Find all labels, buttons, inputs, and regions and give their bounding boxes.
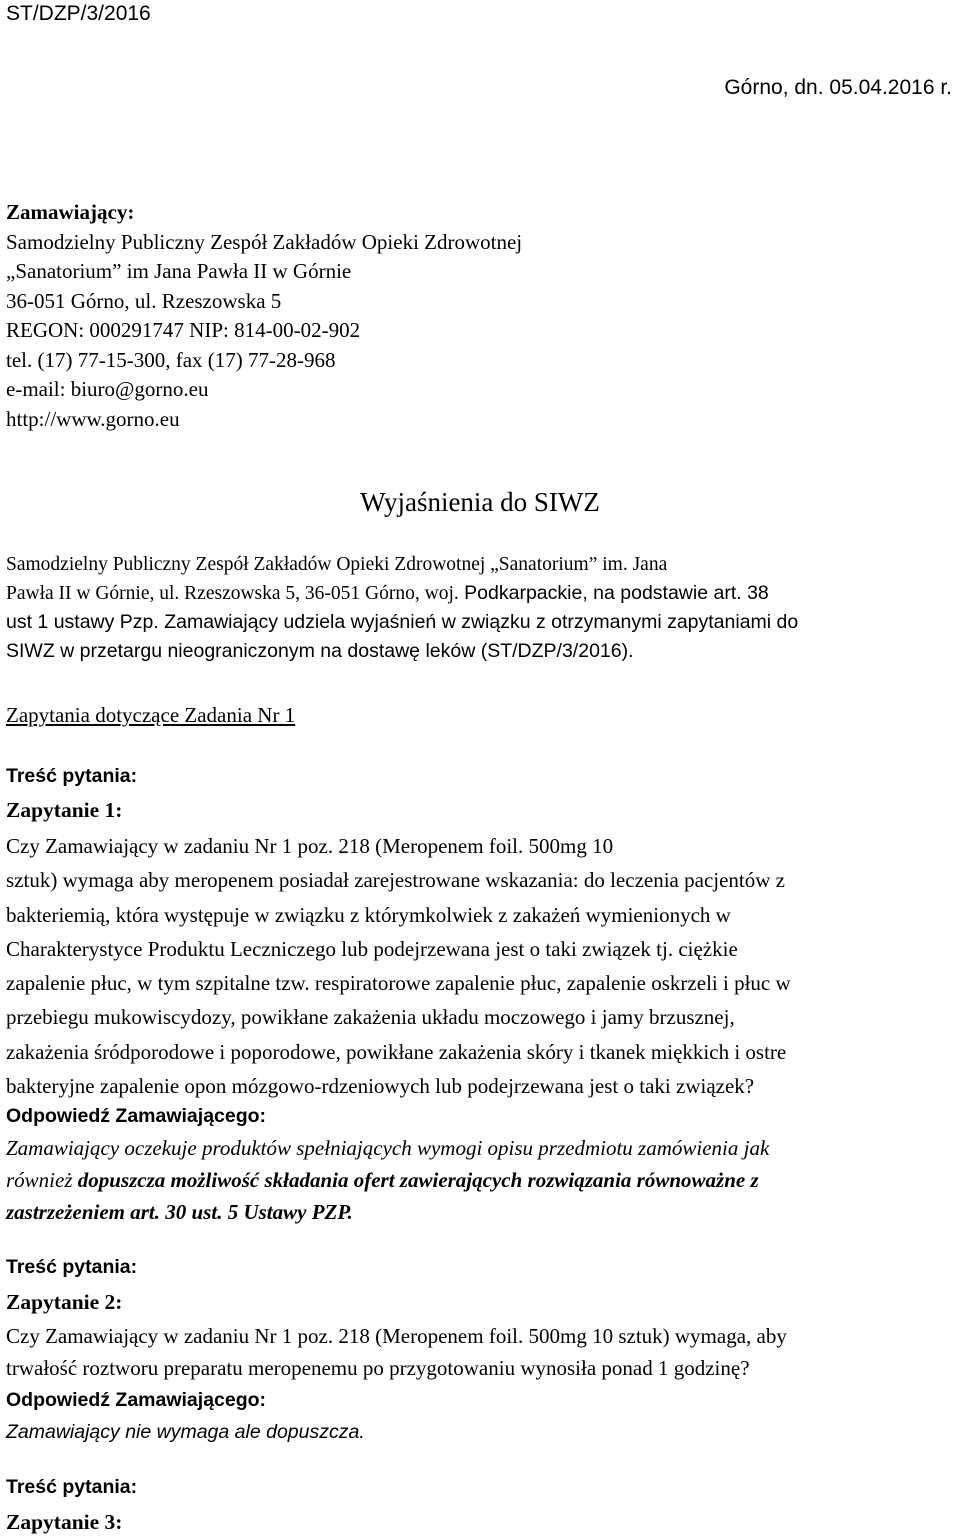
question-3-title: Zapytanie 3:: [6, 1510, 123, 1534]
question-content-label: Treść pytania:: [6, 1256, 138, 1278]
address-line: 36-051 Górno, ul. Rzeszowska 5: [6, 288, 282, 313]
question-line: Czy Zamawiający w zadaniu Nr 1 poz. 218 (Meropenem foil. 500mg 10: [6, 834, 614, 858]
intro-line-sans: Podkarpackie, na podstawie art. 38: [458, 582, 769, 604]
answer-line: [6, 1164, 956, 1196]
question-content-label: Treść pytania:: [6, 1476, 138, 1498]
question-line: Charakterystyce Produktu Leczniczego lub podejrzewana jest o taki związek tj. ciężkie: [6, 936, 738, 961]
question-block-3: [6, 1470, 956, 1540]
question-line: sztuk) wymaga aby meropenem posiadał zarejestrowane wskazania: do leczenia pacjentów z: [6, 868, 785, 893]
place-date: Górno, dn. 05.04.2016 r.: [724, 76, 952, 99]
answer-plain: również: [6, 1168, 78, 1192]
intro-line: ust 1 ustawy Pzp. Zamawiający udziela wyjaśnień w związku z otrzymanymi zapytaniami do: [6, 611, 799, 633]
website-line: http://www.gorno.eu: [6, 406, 180, 431]
answer-bold: dopuszcza możliwość składania ofert zawierających rozwiązania równoważne z: [77, 1168, 759, 1192]
question-line: trwałość roztworu preparatu meropenemu po przygotowaniu wynosiła ponad 1 godzinę?: [6, 1356, 750, 1380]
intro-paragraph: [6, 550, 956, 666]
answer-label: Odpowiedź Zamawiającego:: [6, 1105, 267, 1127]
address-line: REGON: 000291747 NIP: 814-00-02-902: [6, 318, 361, 342]
email-line: e-mail: biuro@gorno.eu: [6, 377, 209, 401]
address-line: tel. (17) 77-15-300, fax (17) 77-28-968: [6, 347, 336, 372]
question-content-label: Treść pytania:: [6, 765, 138, 787]
question-line: Czy Zamawiający w zadaniu Nr 1 poz. 218 (Meropenem foil. 500mg 10 sztuk) wymaga, aby: [6, 1324, 787, 1348]
answer-line: Zamawiający oczekuje produktów spełniających wymogi opisu przedmiotu zamówienia jak: [6, 1136, 770, 1160]
contracting-label: Zamawiający:: [6, 200, 135, 224]
question-line: bakteryjne zapalenie opon mózgowo-rdzeniowych lub podejrzewana jest o taki związek?: [6, 1074, 755, 1099]
intro-line: Samodzielny Publiczny Zespół Zakładów Opieki Zdrowotnej „Sanatorium” im. Jana: [6, 554, 668, 575]
question-2-title: Zapytanie 2:: [6, 1290, 123, 1314]
question-1-title: Zapytanie 1:: [6, 798, 123, 822]
answer-line: Zamawiający nie wymaga ale dopuszcza.: [6, 1421, 365, 1443]
answer-1-block: [6, 1100, 956, 1228]
question-block-1: [6, 759, 956, 827]
question-line: przebiegu mukowiscydozy, powikłane zakażenia układu moczowego i jamy brzusznej,: [6, 1005, 735, 1030]
contracting-authority-block: [6, 198, 522, 434]
section-title: Zapytania dotyczące Zadania Nr 1: [6, 703, 296, 727]
document-id: ST/DZP/3/2016: [6, 2, 151, 25]
question-line: zakażenia śródporodowe i poporodowe, powikłane zakażenia skóry i tkanek miękkich i ostre: [6, 1039, 787, 1064]
question-line: bakteriemią, która występuje w związku z którymkolwiek z zakażeń wymienionych w: [6, 902, 731, 927]
answer-label: Odpowiedź Zamawiającego:: [6, 1389, 267, 1411]
address-line: „Sanatorium” im Jana Pawła II w Górnie: [6, 259, 352, 283]
address-line: Samodzielny Publiczny Zespół Zakładów Opieki Zdrowotnej: [6, 229, 523, 254]
answer-line: zastrzeżeniem art. 30 ust. 5 Ustawy PZP.: [6, 1200, 353, 1224]
intro-line-serif: Pawła II w Górnie, ul. Rzeszowska 5, 36-051 Górno, woj.: [6, 583, 459, 604]
intro-line: [6, 579, 956, 608]
question-1-text: [6, 829, 956, 1103]
question-line: zapalenie płuc, w tym szpitalne tzw. respiratorowe zapalenie płuc, zapalenie oskrzeli i płuc w: [6, 971, 791, 996]
question-block-2: [6, 1250, 956, 1320]
intro-line: SIWZ w przetargu nieograniczonym na dostawę leków (ST/DZP/3/2016).: [6, 640, 634, 662]
question-2-text: [6, 1320, 956, 1448]
document-title: Wyjaśnienia do SIWZ: [360, 487, 600, 517]
